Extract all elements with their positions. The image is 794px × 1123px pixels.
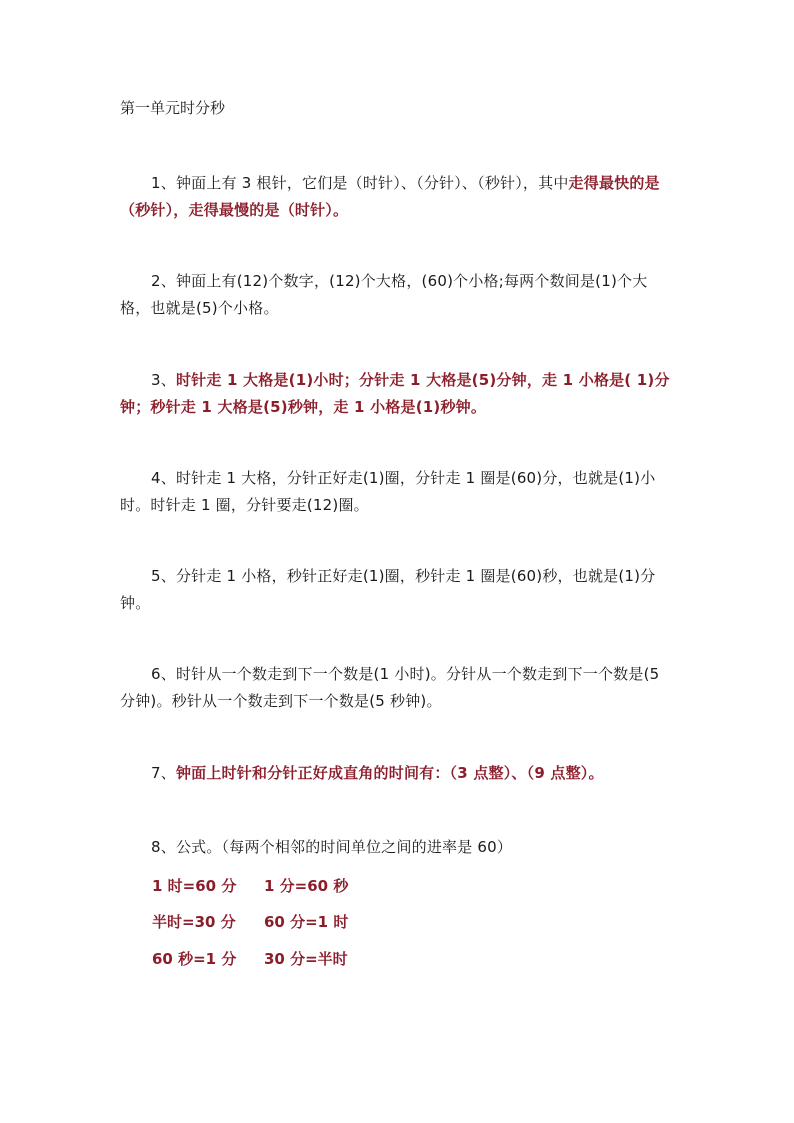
item-text: 时针走 1 大格，分针正好走(1)圈，分针走 1 圈是(60)分，也就是(1)小时。时针走 1 圈，分针要走(12)圈。: [120, 469, 656, 514]
item-text: 公式。（每两个相邻的时间单位之间的进率是 60）: [175, 838, 513, 856]
item-7: [120, 760, 676, 787]
item-text: 钟面上有(12)个数字，(12)个大格，(60)个小格;每两个数间是(1)个大格，也就是(5)个小格。: [120, 272, 648, 317]
item-number: 3、: [151, 371, 176, 389]
item-number: 8、: [151, 838, 176, 856]
item-text-highlight: 走得最快的是（秒针），走得最慢的是（时针）。: [120, 174, 660, 219]
formula-row: [152, 875, 348, 897]
item-text-highlight: 钟面上时针和分针正好成直角的时间有：（3 点整）、（9 点整）。: [175, 764, 604, 782]
formula: 半时=30 分: [152, 913, 236, 931]
item-2: [120, 268, 676, 322]
item-text: 钟面上有 3 根针，它们是（时针）、（分针）、（秒针），其中: [175, 174, 569, 192]
item-text-highlight: 时针走 1 大格是(1)小时；分针走 1 大格是(5)分钟，走 1 小格是( 1)分钟；秒针走 1 大格是(5)秒钟，走 1 小格是(1)秒钟。: [120, 371, 670, 416]
item-number: 6、: [151, 665, 176, 683]
item-8: [120, 834, 676, 861]
item-number: 5、: [151, 567, 176, 585]
item-1: [120, 170, 676, 224]
formula-row: [152, 948, 348, 970]
item-number: 4、: [151, 469, 176, 487]
formula-row: [152, 911, 348, 933]
item-text: 分针走 1 小格，秒针正好走(1)圈，秒针走 1 圈是(60)秒，也就是(1)分钟。: [120, 567, 656, 612]
item-6: [120, 661, 676, 715]
item-text: 时针从一个数走到下一个数是(1 小时)。分针从一个数走到下一个数是(5 分钟)。秒针从一个数走到下一个数是(5 秒钟)。: [120, 665, 660, 710]
formula: 60 分=1 时: [264, 913, 349, 931]
item-number: 2、: [151, 272, 176, 290]
item-5: [120, 563, 676, 617]
formula: 60 秒=1 分: [152, 950, 237, 968]
item-number: 1、: [151, 174, 176, 192]
formula: 1 分=60 秒: [264, 877, 349, 895]
formula: 30 分=半时: [264, 950, 348, 968]
item-3: [120, 367, 676, 421]
item-number: 7、: [151, 764, 176, 782]
formula: 1 时=60 分: [152, 877, 237, 895]
document-title: 第一单元时分秒: [120, 99, 226, 117]
item-4: [120, 465, 676, 519]
